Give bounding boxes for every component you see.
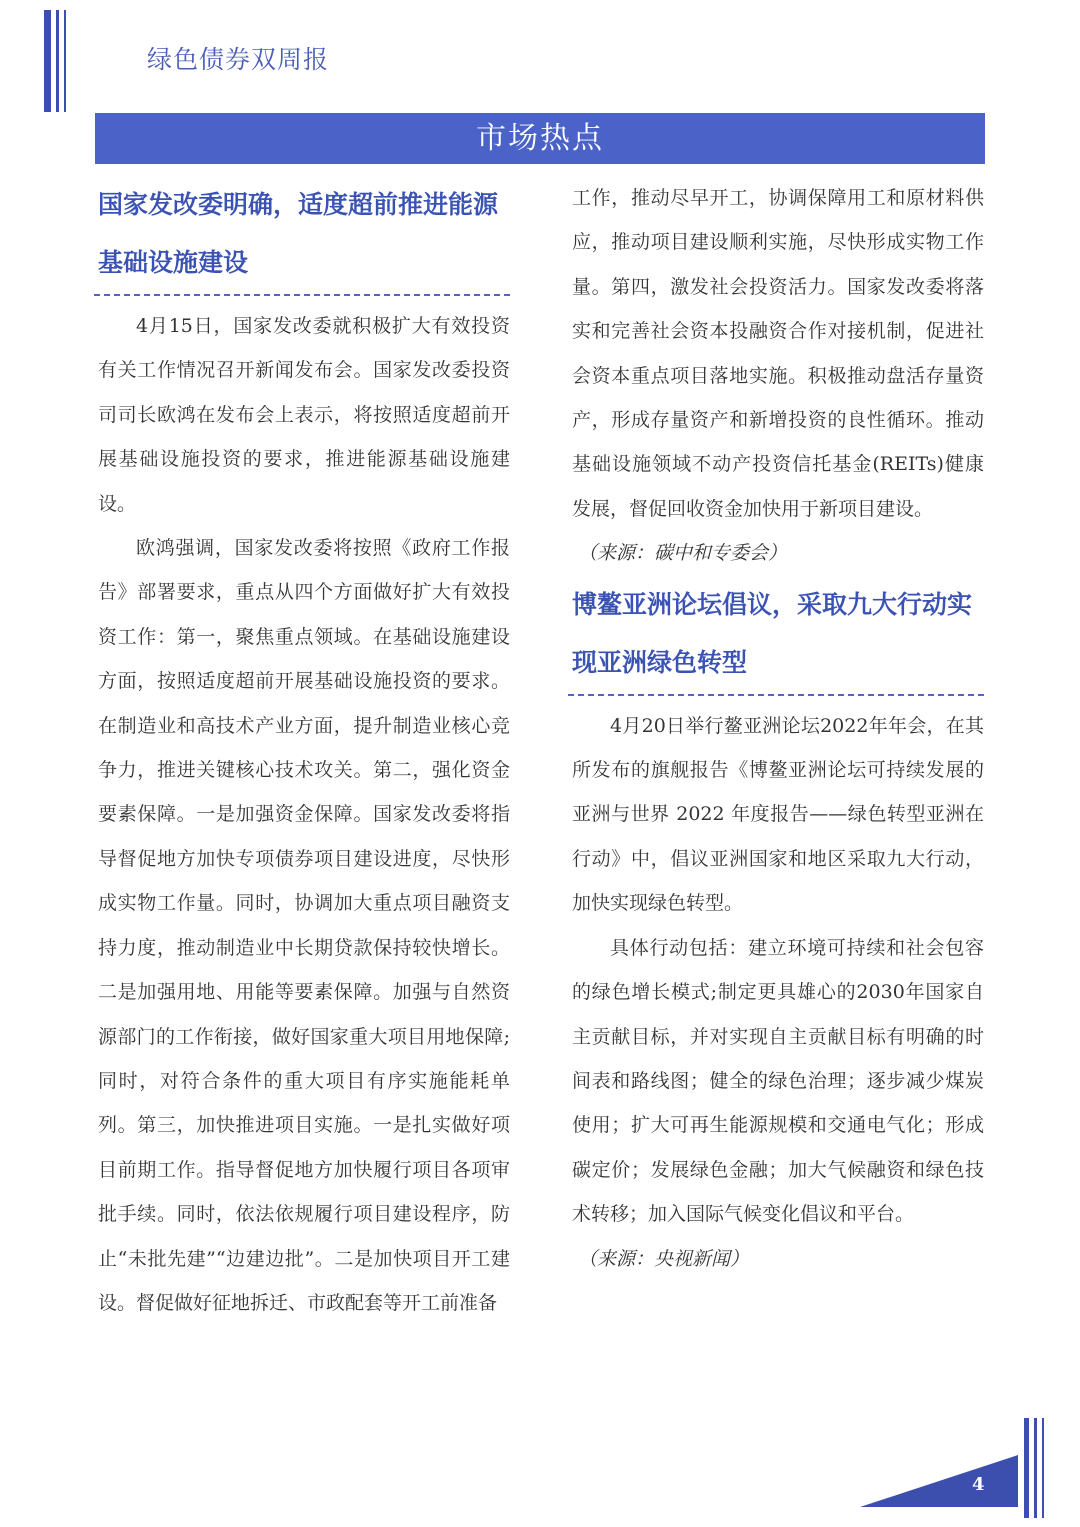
article-source: （来源：碳中和专委会） — [578, 542, 788, 565]
article-paragraph: 4月15日，国家发改委就积极扩大有效投资有关工作情况召开新闻发布会。国家发改委投资司司长欧鸿在发布会上表示，将按照适度超前开展基础设施投资的要求，推进能源基础设施建设。 — [98, 315, 510, 515]
article-paragraph: 具体行动包括：建立环境可持续和社会包容的绿色增长模式;制定更具雄心的2030年国家自主贡献目标，并对实现自主贡献目标有明确的时间表和路线图；健全的绿色治理；逐步减少煤炭使用；扩大可再生能源规模和交通电气化；形成碳定价；发展绿色金融；加大气候融资和绿色技术转移；加入国际气候变化倡议和平台。 — [572, 936, 984, 1226]
article-title-boao: 博鳌亚洲论坛倡议，采取九大行动实现亚洲绿色转型 — [572, 589, 973, 677]
right-column — [572, 176, 984, 1281]
section-banner: 市场热点 — [95, 113, 985, 164]
page-number: 4 — [972, 1474, 985, 1495]
article-paragraph: 欧鸿强调，国家发改委将按照《政府工作报告》部署要求，重点从四个方面做好扩大有效投资工作：第一，聚焦重点领域。在基础设施建设方面，按照适度超前开展基础设施投资的要求。在制造业和高技术产业方面，提升制造业核心竞争力，推进关键核心技术攻关。第二，强化资金要素保障。一是加强资金保障。国家发改委将指导督促地方加快专项债券项目建设进度，尽快形成实物工作量。同时，协调加大重点项目融资支持力度，推动制造业中长期贷款保持较快增长。二是加强用地、用能等要素保障。加强与自然资源部门的工作衔接，做好国家重大项目用地保障;同时，对符合条件的重大项目有序实施能耗单列。第三，加快推进项目实施。一是扎实做好项目前期工作。指导督促地方加快履行项目各项审批手续。同时，依法依规履行项目建设程序，防止“未批先建”“边建边批”。二是加快项目开工建设。督促做好征地拆迁、市政配套等开工前准备 — [98, 537, 510, 1314]
newsletter-title: 绿色债券双周报 — [147, 45, 330, 74]
left-column — [98, 176, 510, 1325]
article-paragraph: 4月20日举行鳌亚洲论坛2022年年会，在其所发布的旗舰报告《博鳌亚洲论坛可持续发展的亚洲与世界 2022 年度报告——绿色转型亚洲在行动》中，倡议亚洲国家和地区采取九大行动，加快实现绿色转型。 — [572, 714, 984, 915]
header-decoration-bars — [44, 10, 71, 112]
article-source: （来源：央视新闻） — [578, 1247, 750, 1270]
title-divider — [568, 694, 984, 696]
article-title-ndrc: 国家发改委明确，适度超前推进能源基础设施建设 — [98, 190, 499, 277]
title-divider — [94, 294, 510, 296]
footer-decoration-bars — [1024, 1418, 1049, 1518]
page-number-triangle — [860, 1455, 1020, 1509]
article-paragraph-continued: 工作，推动尽早开工，协调保障用工和原材料供应，推动项目建设顺利实施，尽快形成实物工作量。第四，激发社会投资活力。国家发改委将落实和完善社会资本投融资合作对接机制，促进社会资本重点项目落地实施。积极推动盘活存量资产，形成存量资产和新增投资的良性循环。推动基础设施领域不动产投资信托基金(REITs)健康发展，督促回收资金加快用于新项目建设。 — [572, 187, 984, 520]
